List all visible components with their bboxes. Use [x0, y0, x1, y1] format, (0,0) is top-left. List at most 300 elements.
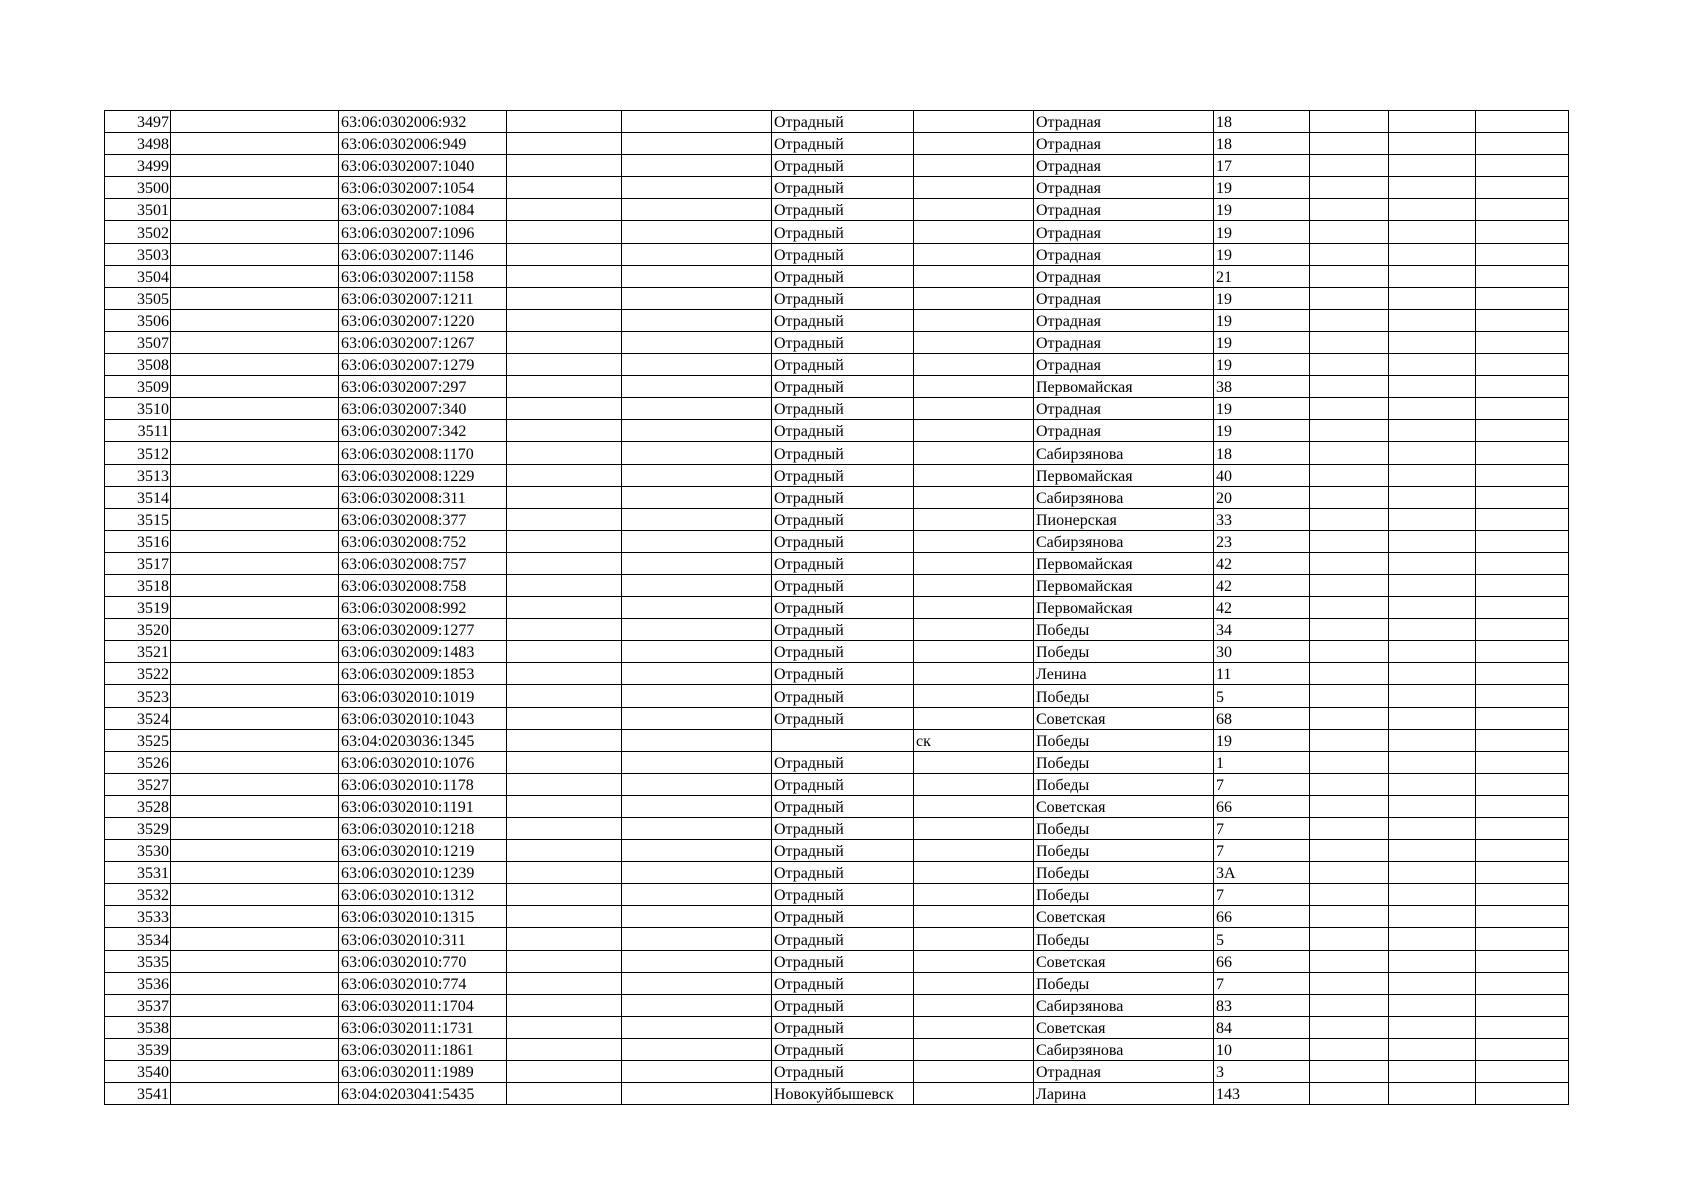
empty-cell: [507, 354, 622, 376]
empty-cell: [171, 530, 339, 552]
settlement-cell: [914, 795, 1034, 817]
settlement-cell: [914, 354, 1034, 376]
cadastral-number-cell: 63:06:0302006:949: [339, 133, 507, 155]
empty-cell: [622, 442, 772, 464]
empty-cell: [622, 663, 772, 685]
settlement-cell: [914, 1083, 1034, 1105]
street-cell: Отрадная: [1034, 265, 1214, 287]
street-cell: Советская: [1034, 950, 1214, 972]
street-cell: Отрадная: [1034, 398, 1214, 420]
cadastral-number-cell: 63:06:0302010:311: [339, 928, 507, 950]
empty-cell: [1389, 729, 1476, 751]
table-row: [105, 309, 1569, 331]
empty-cell: [171, 707, 339, 729]
empty-cell: [622, 773, 772, 795]
empty-cell: [622, 840, 772, 862]
empty-cell: [171, 574, 339, 596]
empty-cell: [507, 619, 622, 641]
house-number-cell: 19: [1214, 331, 1310, 353]
empty-cell: [622, 972, 772, 994]
empty-cell: [622, 552, 772, 574]
row-number-cell: 3522: [105, 663, 171, 685]
street-cell: Победы: [1034, 818, 1214, 840]
row-number-cell: 3536: [105, 972, 171, 994]
row-number-cell: 3521: [105, 641, 171, 663]
empty-cell: [171, 906, 339, 928]
empty-cell: [1476, 442, 1569, 464]
street-cell: Пионерская: [1034, 508, 1214, 530]
empty-cell: [1310, 486, 1389, 508]
empty-cell: [171, 619, 339, 641]
table-row: [105, 199, 1569, 221]
cadastral-number-cell: 63:06:0302007:1096: [339, 221, 507, 243]
empty-cell: [1310, 928, 1389, 950]
empty-cell: [1389, 928, 1476, 950]
house-number-cell: 3А: [1214, 862, 1310, 884]
table-row: [105, 795, 1569, 817]
settlement-cell: [914, 906, 1034, 928]
cadastral-number-cell: 63:06:0302011:1731: [339, 1016, 507, 1038]
empty-cell: [1476, 597, 1569, 619]
empty-cell: [1389, 574, 1476, 596]
table-row: [105, 729, 1569, 751]
cadastral-number-cell: 63:06:0302007:1054: [339, 177, 507, 199]
settlement-cell: [914, 707, 1034, 729]
cadastral-number-cell: 63:06:0302008:311: [339, 486, 507, 508]
empty-cell: [622, 155, 772, 177]
house-number-cell: 19: [1214, 420, 1310, 442]
table-row: [105, 486, 1569, 508]
cadastral-number-cell: 63:06:0302007:1220: [339, 309, 507, 331]
empty-cell: [1389, 177, 1476, 199]
street-cell: Победы: [1034, 773, 1214, 795]
row-number-cell: 3515: [105, 508, 171, 530]
row-number-cell: 3511: [105, 420, 171, 442]
row-number-cell: 3523: [105, 685, 171, 707]
empty-cell: [622, 309, 772, 331]
settlement-cell: [914, 818, 1034, 840]
cadastral-number-cell: 63:06:0302008:377: [339, 508, 507, 530]
city-cell: Отрадный: [772, 1061, 914, 1083]
settlement-cell: [914, 486, 1034, 508]
empty-cell: [1476, 641, 1569, 663]
empty-cell: [507, 508, 622, 530]
house-number-cell: 19: [1214, 177, 1310, 199]
empty-cell: [507, 972, 622, 994]
empty-cell: [1310, 884, 1389, 906]
empty-cell: [1389, 1038, 1476, 1060]
row-number-cell: 3514: [105, 486, 171, 508]
city-cell: Отрадный: [772, 597, 914, 619]
row-number-cell: 3524: [105, 707, 171, 729]
cadastral-number-cell: 63:06:0302010:1019: [339, 685, 507, 707]
empty-cell: [1389, 1083, 1476, 1105]
city-cell: Отрадный: [772, 1038, 914, 1060]
city-cell: Отрадный: [772, 685, 914, 707]
empty-cell: [1310, 862, 1389, 884]
empty-cell: [507, 795, 622, 817]
empty-cell: [507, 928, 622, 950]
settlement-cell: [914, 1061, 1034, 1083]
empty-cell: [1389, 597, 1476, 619]
row-number-cell: 3505: [105, 287, 171, 309]
cadastral-number-cell: 63:06:0302009:1277: [339, 619, 507, 641]
city-cell: Отрадный: [772, 1016, 914, 1038]
empty-cell: [507, 331, 622, 353]
cadastral-number-cell: 63:06:0302010:1178: [339, 773, 507, 795]
empty-cell: [1389, 376, 1476, 398]
empty-cell: [622, 398, 772, 420]
row-number-cell: 3519: [105, 597, 171, 619]
street-cell: Ларина: [1034, 1083, 1214, 1105]
settlement-cell: [914, 663, 1034, 685]
empty-cell: [1476, 287, 1569, 309]
table-row: [105, 376, 1569, 398]
row-number-cell: 3499: [105, 155, 171, 177]
city-cell: Отрадный: [772, 464, 914, 486]
street-cell: Отрадная: [1034, 1061, 1214, 1083]
empty-cell: [622, 331, 772, 353]
table-row: [105, 1083, 1569, 1105]
empty-cell: [171, 155, 339, 177]
house-number-cell: 5: [1214, 928, 1310, 950]
cadastral-number-cell: 63:06:0302010:1218: [339, 818, 507, 840]
empty-cell: [507, 685, 622, 707]
empty-cell: [1476, 972, 1569, 994]
table-body: [105, 111, 1569, 1105]
row-number-cell: 3538: [105, 1016, 171, 1038]
empty-cell: [1310, 287, 1389, 309]
cadastral-number-cell: 63:06:0302011:1861: [339, 1038, 507, 1060]
table-row: [105, 331, 1569, 353]
settlement-cell: [914, 641, 1034, 663]
cadastral-number-cell: 63:06:0302011:1989: [339, 1061, 507, 1083]
empty-cell: [1476, 133, 1569, 155]
table-row: [105, 685, 1569, 707]
street-cell: Первомайская: [1034, 597, 1214, 619]
empty-cell: [1310, 243, 1389, 265]
city-cell: Отрадный: [772, 133, 914, 155]
table-row: [105, 530, 1569, 552]
empty-cell: [1476, 486, 1569, 508]
house-number-cell: 83: [1214, 994, 1310, 1016]
city-cell: Отрадный: [772, 552, 914, 574]
empty-cell: [507, 994, 622, 1016]
empty-cell: [171, 464, 339, 486]
cadastral-number-cell: 63:06:0302010:1312: [339, 884, 507, 906]
settlement-cell: [914, 287, 1034, 309]
empty-cell: [1310, 133, 1389, 155]
table-row: [105, 928, 1569, 950]
empty-cell: [1310, 420, 1389, 442]
settlement-cell: [914, 199, 1034, 221]
empty-cell: [507, 199, 622, 221]
empty-cell: [1389, 486, 1476, 508]
city-cell: Отрадный: [772, 906, 914, 928]
city-cell: Отрадный: [772, 994, 914, 1016]
empty-cell: [1310, 751, 1389, 773]
city-cell: Отрадный: [772, 199, 914, 221]
empty-cell: [1310, 508, 1389, 530]
settlement-cell: [914, 884, 1034, 906]
empty-cell: [1310, 663, 1389, 685]
settlement-cell: [914, 177, 1034, 199]
empty-cell: [171, 972, 339, 994]
empty-cell: [622, 486, 772, 508]
empty-cell: [1476, 685, 1569, 707]
table-row: [105, 773, 1569, 795]
empty-cell: [1310, 773, 1389, 795]
settlement-cell: [914, 950, 1034, 972]
city-cell: Отрадный: [772, 265, 914, 287]
settlement-cell: [914, 928, 1034, 950]
table-row: [105, 884, 1569, 906]
row-number-cell: 3510: [105, 398, 171, 420]
street-cell: Отрадная: [1034, 133, 1214, 155]
cadastral-number-cell: 63:06:0302007:1158: [339, 265, 507, 287]
street-cell: Победы: [1034, 729, 1214, 751]
settlement-cell: [914, 773, 1034, 795]
cadastral-number-cell: 63:06:0302010:1219: [339, 840, 507, 862]
cadastral-number-cell: 63:06:0302010:1315: [339, 906, 507, 928]
house-number-cell: 66: [1214, 950, 1310, 972]
empty-cell: [1310, 221, 1389, 243]
empty-cell: [1389, 111, 1476, 133]
empty-cell: [1389, 751, 1476, 773]
empty-cell: [507, 818, 622, 840]
street-cell: Отрадная: [1034, 177, 1214, 199]
empty-cell: [1476, 530, 1569, 552]
table-row: [105, 641, 1569, 663]
city-cell: Отрадный: [772, 420, 914, 442]
table-row: [105, 906, 1569, 928]
empty-cell: [622, 928, 772, 950]
street-cell: Первомайская: [1034, 376, 1214, 398]
street-cell: Советская: [1034, 906, 1214, 928]
table-row: [105, 950, 1569, 972]
house-number-cell: 7: [1214, 818, 1310, 840]
settlement-cell: [914, 398, 1034, 420]
house-number-cell: 23: [1214, 530, 1310, 552]
empty-cell: [1389, 1061, 1476, 1083]
table-row: [105, 287, 1569, 309]
cadastral-number-cell: 63:06:0302008:752: [339, 530, 507, 552]
empty-cell: [1389, 464, 1476, 486]
settlement-cell: [914, 133, 1034, 155]
empty-cell: [1310, 685, 1389, 707]
row-number-cell: 3532: [105, 884, 171, 906]
house-number-cell: 7: [1214, 884, 1310, 906]
empty-cell: [507, 840, 622, 862]
empty-cell: [1476, 265, 1569, 287]
empty-cell: [507, 221, 622, 243]
city-cell: Отрадный: [772, 972, 914, 994]
settlement-cell: [914, 243, 1034, 265]
empty-cell: [507, 641, 622, 663]
settlement-cell: [914, 530, 1034, 552]
empty-cell: [507, 287, 622, 309]
empty-cell: [1476, 331, 1569, 353]
empty-cell: [171, 862, 339, 884]
empty-cell: [171, 508, 339, 530]
row-number-cell: 3533: [105, 906, 171, 928]
empty-cell: [1476, 155, 1569, 177]
row-number-cell: 3516: [105, 530, 171, 552]
empty-cell: [171, 376, 339, 398]
house-number-cell: 19: [1214, 287, 1310, 309]
settlement-cell: [914, 1016, 1034, 1038]
empty-cell: [1476, 906, 1569, 928]
row-number-cell: 3530: [105, 840, 171, 862]
city-cell: Отрадный: [772, 773, 914, 795]
settlement-cell: [914, 265, 1034, 287]
empty-cell: [622, 818, 772, 840]
settlement-cell: [914, 331, 1034, 353]
empty-cell: [622, 199, 772, 221]
cadastral-number-cell: 63:06:0302010:1076: [339, 751, 507, 773]
empty-cell: [622, 641, 772, 663]
empty-cell: [1310, 1083, 1389, 1105]
street-cell: Советская: [1034, 707, 1214, 729]
cadastral-number-cell: 63:04:0203041:5435: [339, 1083, 507, 1105]
settlement-cell: [914, 574, 1034, 596]
row-number-cell: 3502: [105, 221, 171, 243]
empty-cell: [1310, 398, 1389, 420]
cadastral-number-cell: 63:06:0302008:992: [339, 597, 507, 619]
empty-cell: [1310, 464, 1389, 486]
table-row: [105, 133, 1569, 155]
settlement-cell: [914, 994, 1034, 1016]
empty-cell: [1310, 972, 1389, 994]
empty-cell: [171, 729, 339, 751]
table-row: [105, 818, 1569, 840]
empty-cell: [1389, 840, 1476, 862]
house-number-cell: 19: [1214, 243, 1310, 265]
city-cell: Отрадный: [772, 155, 914, 177]
settlement-cell: [914, 1038, 1034, 1060]
empty-cell: [1389, 818, 1476, 840]
city-cell: Отрадный: [772, 309, 914, 331]
empty-cell: [622, 243, 772, 265]
empty-cell: [1389, 884, 1476, 906]
row-number-cell: 3498: [105, 133, 171, 155]
empty-cell: [1476, 994, 1569, 1016]
house-number-cell: 7: [1214, 840, 1310, 862]
cadastral-number-cell: 63:06:0302008:757: [339, 552, 507, 574]
house-number-cell: 84: [1214, 1016, 1310, 1038]
empty-cell: [1310, 641, 1389, 663]
empty-cell: [171, 309, 339, 331]
empty-cell: [1389, 420, 1476, 442]
empty-cell: [622, 1016, 772, 1038]
empty-cell: [1476, 1061, 1569, 1083]
table-row: [105, 398, 1569, 420]
empty-cell: [622, 1061, 772, 1083]
empty-cell: [171, 265, 339, 287]
empty-cell: [1310, 597, 1389, 619]
house-number-cell: 42: [1214, 597, 1310, 619]
empty-cell: [1310, 155, 1389, 177]
table-row: [105, 420, 1569, 442]
empty-cell: [622, 707, 772, 729]
cadastral-number-cell: 63:06:0302007:1040: [339, 155, 507, 177]
empty-cell: [171, 287, 339, 309]
city-cell: Отрадный: [772, 818, 914, 840]
empty-cell: [622, 177, 772, 199]
empty-cell: [507, 442, 622, 464]
empty-cell: [171, 818, 339, 840]
house-number-cell: 17: [1214, 155, 1310, 177]
street-cell: Победы: [1034, 928, 1214, 950]
empty-cell: [622, 906, 772, 928]
empty-cell: [171, 795, 339, 817]
empty-cell: [1476, 729, 1569, 751]
cadastral-number-cell: 63:06:0302010:1191: [339, 795, 507, 817]
empty-cell: [622, 729, 772, 751]
empty-cell: [1476, 354, 1569, 376]
row-number-cell: 3527: [105, 773, 171, 795]
empty-cell: [622, 884, 772, 906]
empty-cell: [1389, 265, 1476, 287]
empty-cell: [1310, 177, 1389, 199]
table-row: [105, 972, 1569, 994]
city-cell: Отрадный: [772, 177, 914, 199]
empty-cell: [1476, 574, 1569, 596]
empty-cell: [507, 1016, 622, 1038]
house-number-cell: 18: [1214, 442, 1310, 464]
empty-cell: [1476, 818, 1569, 840]
city-cell: Отрадный: [772, 751, 914, 773]
street-cell: Отрадная: [1034, 354, 1214, 376]
empty-cell: [507, 376, 622, 398]
empty-cell: [1476, 928, 1569, 950]
empty-cell: [1476, 773, 1569, 795]
street-cell: Отрадная: [1034, 309, 1214, 331]
settlement-cell: [914, 155, 1034, 177]
row-number-cell: 3512: [105, 442, 171, 464]
table-row: [105, 177, 1569, 199]
settlement-cell: [914, 420, 1034, 442]
empty-cell: [1389, 641, 1476, 663]
empty-cell: [622, 111, 772, 133]
empty-cell: [1310, 840, 1389, 862]
empty-cell: [622, 508, 772, 530]
empty-cell: [1310, 818, 1389, 840]
table-row: [105, 663, 1569, 685]
empty-cell: [507, 950, 622, 972]
empty-cell: [1310, 1038, 1389, 1060]
empty-cell: [1476, 508, 1569, 530]
cadastral-number-cell: 63:06:0302008:1170: [339, 442, 507, 464]
empty-cell: [622, 265, 772, 287]
settlement-cell: [914, 508, 1034, 530]
table-row: [105, 1038, 1569, 1060]
empty-cell: [507, 884, 622, 906]
house-number-cell: 66: [1214, 906, 1310, 928]
empty-cell: [507, 420, 622, 442]
table-row: [105, 619, 1569, 641]
empty-cell: [507, 597, 622, 619]
empty-cell: [1476, 862, 1569, 884]
empty-cell: [622, 133, 772, 155]
empty-cell: [1310, 552, 1389, 574]
row-number-cell: 3503: [105, 243, 171, 265]
empty-cell: [1310, 442, 1389, 464]
empty-cell: [1310, 1061, 1389, 1083]
cadastral-number-cell: 63:06:0302007:1267: [339, 331, 507, 353]
settlement-cell: [914, 840, 1034, 862]
empty-cell: [171, 552, 339, 574]
